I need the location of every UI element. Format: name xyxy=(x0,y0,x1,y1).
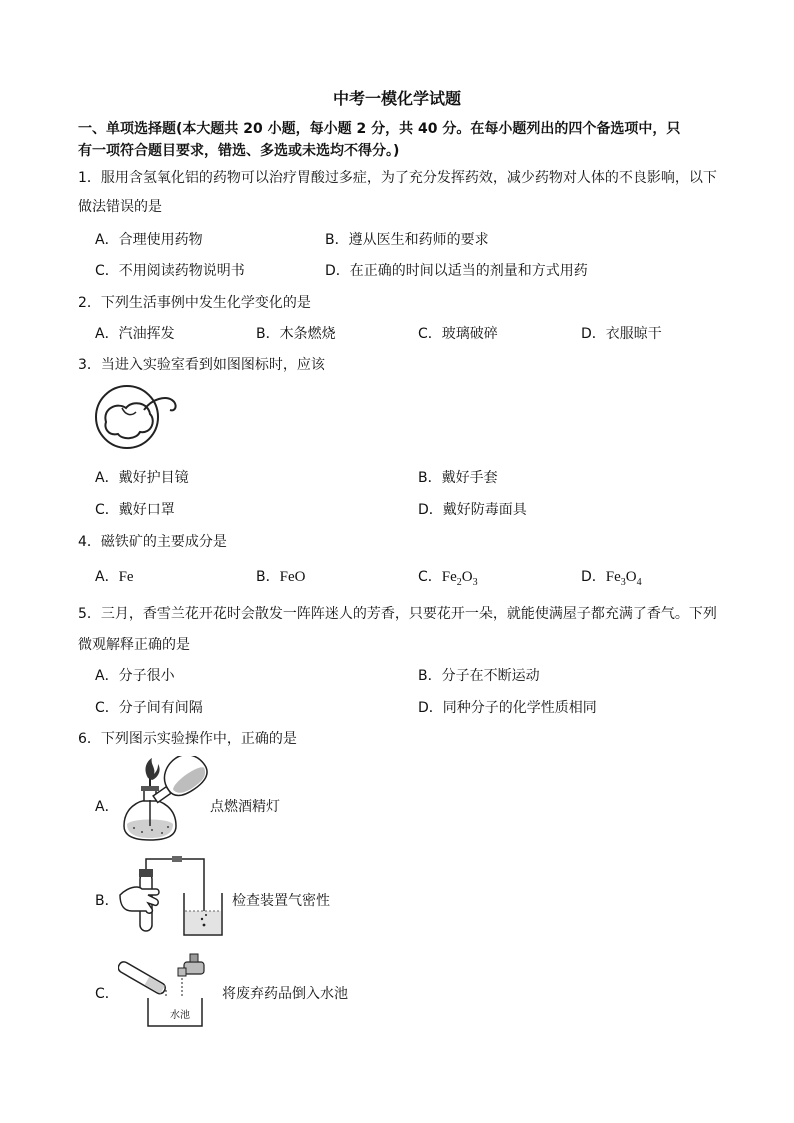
q6-option-a-letter[interactable]: A． xyxy=(95,799,119,815)
pour-waste-into-sink-figure xyxy=(118,948,222,1030)
q4-option-b-formula: FeO xyxy=(279,569,306,585)
q4-option-a-prefix: A． xyxy=(95,569,119,585)
q3-option-a[interactable]: A．戴好护目镜 xyxy=(95,470,189,486)
q4-option-c-prefix: C． xyxy=(418,569,442,585)
q2-stem: 2．下列生活事例中发生化学变化的是 xyxy=(78,295,311,311)
q4-option-a-formula: Fe xyxy=(118,569,134,585)
q4-option-d[interactable] xyxy=(581,566,642,588)
q4-stem: 4．磁铁矿的主要成分是 xyxy=(78,534,227,550)
q4-option-a[interactable] xyxy=(95,566,134,586)
q2-option-b[interactable]: B．木条燃烧 xyxy=(256,326,336,342)
q5-option-b[interactable]: B．分子在不断运动 xyxy=(418,668,540,684)
section-heading-line2: 有一项符合题目要求，错选、多选或未选均不得分。) xyxy=(78,143,400,159)
alcohol-lamp-lighting-figure xyxy=(118,756,212,852)
q1-option-a[interactable]: A．合理使用药物 xyxy=(95,232,203,248)
q2-option-a[interactable]: A．汽油挥发 xyxy=(95,326,175,342)
sink-label: 水池 xyxy=(170,1010,190,1021)
q4-option-c-formula: $Fe_2O_3$ xyxy=(441,569,478,588)
q6-option-c-letter[interactable]: C． xyxy=(95,986,119,1002)
q4-option-c[interactable] xyxy=(418,566,478,588)
q2-option-c[interactable]: C．玻璃破碎 xyxy=(418,326,498,342)
q5-option-d[interactable]: D．同种分子的化学性质相同 xyxy=(418,700,597,716)
q1-stem-line1: 1．服用含氢氧化铝的药物可以治疗胃酸过多症，为了充分发挥药效，减少药物对人体的不良影响，以下 xyxy=(78,170,717,186)
q5-stem-line1: 5．三月，香雪兰花开花时会散发一阵阵迷人的芳香，只要花开一朵，就能使满屋子都充满了香气。下列 xyxy=(78,606,717,622)
q5-option-c[interactable]: C．分子间有间隔 xyxy=(95,700,203,716)
q6-option-b-label: 检查装置气密性 xyxy=(232,893,330,909)
q4-option-b[interactable] xyxy=(256,566,305,586)
q3-option-b[interactable]: B．戴好手套 xyxy=(418,470,498,486)
q1-option-c[interactable]: C．不用阅读药物说明书 xyxy=(95,263,245,279)
glove-safety-icon xyxy=(92,382,186,452)
q4-option-d-prefix: D． xyxy=(581,569,606,585)
q6-option-c-label: 将废弃药品倒入水池 xyxy=(222,986,348,1002)
q6-option-a-label: 点燃酒精灯 xyxy=(210,799,280,815)
page-title: 中考一模化学试题 xyxy=(332,89,461,108)
q6-option-b-letter[interactable]: B． xyxy=(95,893,119,909)
q6-stem: 6．下列图示实验操作中，正确的是 xyxy=(78,731,297,747)
q4-option-b-prefix: B． xyxy=(256,569,280,585)
q4-option-d-formula: $Fe_3O_4$ xyxy=(605,569,642,588)
section-heading-line1: 一、单项选择题(本大题共 20 小题，每小题 2 分，共 40 分。在每小题列出的四个备选项中，只 xyxy=(78,121,681,137)
q5-option-a[interactable]: A．分子很小 xyxy=(95,668,175,684)
q1-stem-line2: 做法错误的是 xyxy=(78,199,162,215)
q1-option-d[interactable]: D．在正确的时间以适当的剂量和方式用药 xyxy=(325,263,588,279)
q3-option-c[interactable]: C．戴好口罩 xyxy=(95,502,175,518)
q3-option-d[interactable]: D．戴好防毒面具 xyxy=(418,502,527,518)
q3-stem: 3．当进入实验室看到如图图标时，应该 xyxy=(78,357,325,373)
q2-option-d[interactable]: D．衣服晾干 xyxy=(581,326,662,342)
q5-stem-line2: 微观解释正确的是 xyxy=(78,637,190,653)
q1-option-b[interactable]: B．遵从医生和药师的要求 xyxy=(325,232,489,248)
airtightness-check-figure xyxy=(118,855,230,939)
